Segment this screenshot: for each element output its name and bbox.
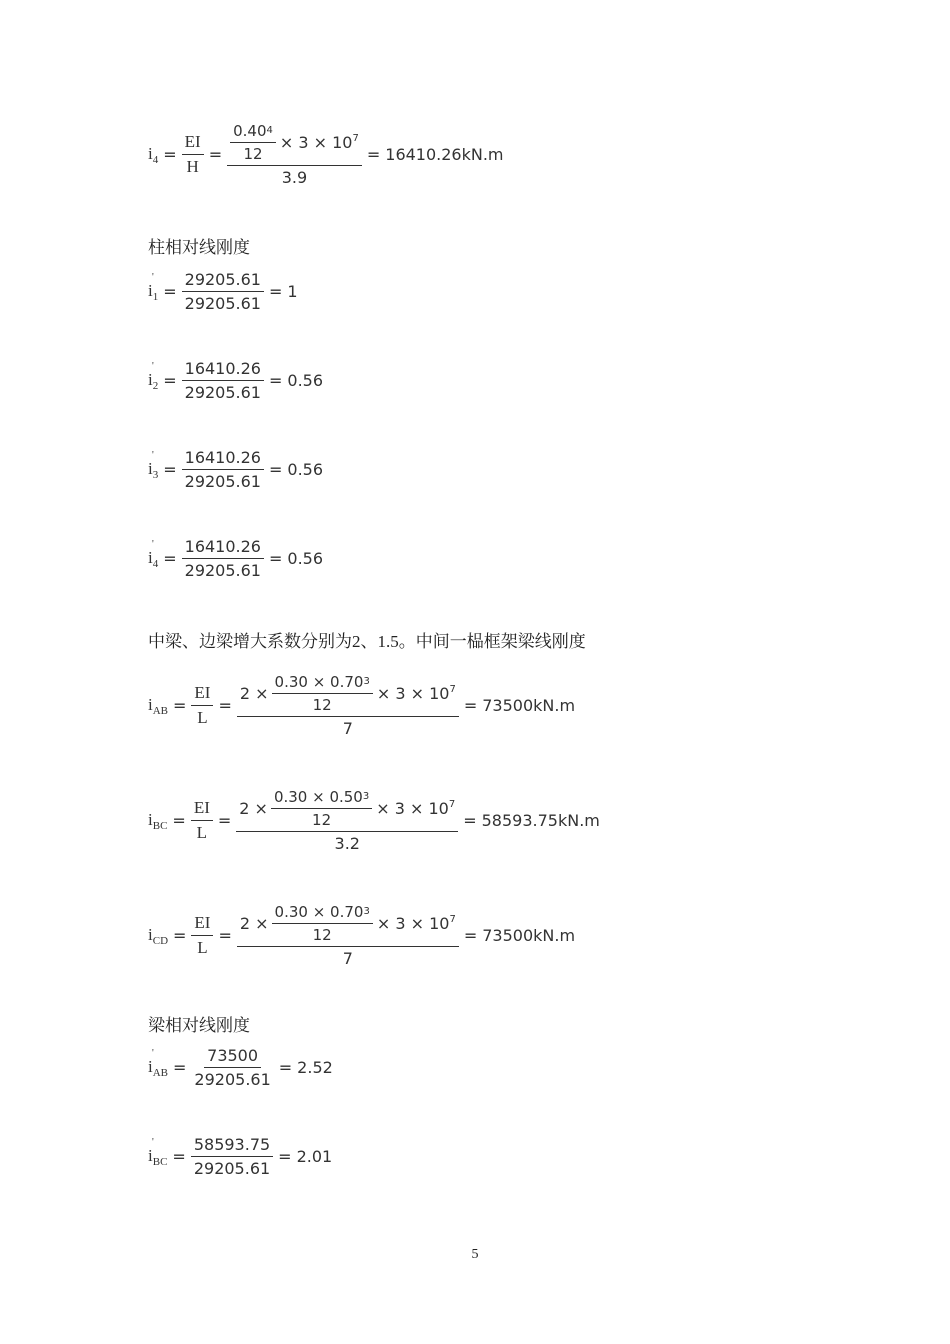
exponent: 7	[449, 914, 456, 925]
equals-sign: =	[173, 696, 187, 715]
multiplier	[376, 799, 455, 818]
equation-result: 0.56	[287, 371, 324, 390]
exponent: 7	[449, 684, 456, 695]
fraction-numerator: EI	[191, 798, 213, 821]
equals-sign: =	[163, 282, 177, 301]
eq-lhs-sub: 4	[152, 557, 159, 570]
eq-lhs-sub: 2	[152, 379, 159, 392]
eq-lhs-sub: AB	[152, 704, 169, 717]
fraction-numerator: EI	[191, 913, 213, 936]
fraction-numerator: 0.30 × 0.50 3	[271, 788, 372, 809]
prefix-factor: 2 ×	[239, 914, 269, 933]
equals-sign: =	[218, 696, 232, 715]
paragraph-beam-factor: 中梁、边梁增大系数分别为2、1.5。中间一榀框架梁线刚度	[148, 632, 586, 651]
fraction-numerator: 73500	[204, 1046, 261, 1068]
equation-i2-relative: ' $i_2$ = $\frac{16410.26}{29205.61}$ = 0.56	[148, 359, 324, 402]
fraction	[182, 270, 264, 313]
equation-result: 73500kN.m	[482, 696, 576, 715]
fraction-numerator: 0.30 × 0.70 3	[272, 673, 373, 694]
fraction-numerator	[237, 673, 459, 717]
fraction-denominator: 3.9	[281, 168, 308, 187]
fraction-denominator: 29205.61	[184, 294, 261, 313]
fraction-main	[237, 903, 459, 968]
fraction-numerator	[227, 122, 362, 166]
fraction-inner	[272, 903, 373, 944]
prime-mark: '	[152, 360, 154, 372]
equation-result: 58593.75kN.m	[481, 811, 600, 830]
fraction-ei-l	[191, 683, 213, 728]
multiplier-text: × 3 × 10	[376, 799, 449, 818]
fraction-numerator: 16410.26	[182, 537, 264, 559]
prime-mark: '	[152, 1047, 154, 1059]
fraction	[191, 1135, 273, 1178]
base-value: 0.30 × 0.50	[273, 788, 363, 806]
page-number: 5	[471, 1247, 479, 1262]
equals-sign: =	[172, 1147, 186, 1166]
equals-sign: =	[268, 371, 283, 390]
fraction-main	[236, 788, 458, 853]
multiplier-text: × 3 × 10	[376, 914, 450, 933]
fraction-main	[237, 673, 459, 738]
equals-sign: =	[463, 926, 478, 945]
exponent: 7	[352, 133, 359, 144]
fraction	[182, 537, 264, 580]
fraction-inner	[230, 122, 276, 163]
equation-result: 16410.26kN.m	[385, 145, 504, 164]
eq-lhs-base: i	[148, 143, 153, 163]
heading-column-relative-stiffness: 柱相对线刚度	[148, 238, 250, 257]
eq-lhs-sub: 3	[152, 468, 159, 481]
fraction-denominator: 12	[312, 926, 332, 944]
fraction-numerator: 29205.61	[182, 270, 264, 292]
fraction-denominator: 7	[342, 719, 353, 738]
equation-result: 1	[287, 282, 298, 301]
equals-sign: =	[208, 145, 223, 164]
fraction-numerator: 16410.26	[182, 448, 264, 470]
fraction-numerator: 0.30 × 0.70 3	[272, 903, 373, 924]
equals-sign: =	[163, 549, 177, 568]
fraction	[191, 1046, 273, 1089]
fraction-denominator: 29205.61	[193, 1159, 271, 1178]
prime-mark: '	[152, 449, 154, 461]
equation-i4	[148, 122, 504, 187]
equals-sign: =	[173, 926, 187, 945]
fraction-numerator: EI	[191, 683, 213, 706]
multiplier	[377, 684, 456, 703]
equation-result: 73500kN.m	[482, 926, 576, 945]
fraction-numerator	[237, 903, 459, 947]
equation-ibc: $i_{BC}$ = $\frac{EI}{L}$ = 2 × 0.30 × 0.50 3 12 × $3 \times 10^7$ 3.2 = 58593.75kN.m	[148, 788, 600, 853]
fraction-denominator: 12	[243, 145, 263, 163]
equals-sign: =	[278, 1147, 292, 1166]
equals-sign: =	[163, 145, 177, 164]
multiplier	[377, 914, 456, 933]
fraction	[182, 448, 264, 491]
eq-lhs-sub: AB	[152, 1066, 169, 1079]
equation-iab: $i_{AB}$ = $\frac{EI}{L}$ = 2 × 0.30 × 0.70 3 12 × $3 \times 10^7$ 7 = 73500kN.m	[148, 673, 576, 738]
prime-mark: '	[152, 538, 154, 550]
fraction-numerator: 0.40 4	[230, 122, 276, 143]
fraction-denominator: 29205.61	[184, 472, 261, 491]
equation-icd: $i_{CD}$ = $\frac{EI}{L}$ = 2 × 0.30 × 0.70 3 12 × $3 \times 10^7$ 7 = 73500kN.m	[148, 903, 576, 968]
fraction-main	[227, 122, 362, 187]
fraction-inner	[271, 788, 372, 829]
fraction-numerator: 58593.75	[191, 1135, 273, 1157]
equals-sign: =	[268, 460, 283, 479]
fraction-denominator: H	[186, 157, 199, 176]
fraction-denominator: 29205.61	[184, 383, 261, 402]
eq-lhs-sub: 4	[152, 153, 159, 166]
fraction-denominator: 29205.61	[194, 1070, 271, 1089]
fraction-ei-l	[191, 913, 213, 958]
fraction	[182, 359, 264, 402]
equals-sign: =	[217, 811, 232, 830]
prefix-factor: 2 ×	[239, 684, 269, 703]
eq-lhs-sub: CD	[152, 934, 169, 947]
equals-sign: =	[366, 145, 381, 164]
fraction-denominator: 3.2	[334, 834, 360, 853]
fraction-denominator: 29205.61	[184, 561, 261, 580]
fraction-numerator: EI	[182, 132, 204, 155]
equals-sign: =	[463, 696, 478, 715]
equals-sign: =	[218, 926, 232, 945]
fraction-ei-l	[191, 798, 213, 843]
prefix-factor: 2 ×	[239, 799, 268, 818]
fraction-inner	[272, 673, 373, 714]
equation-i4-relative: ' $i_4$ = $\frac{16410.26}{29205.61}$ = 0.56	[148, 537, 324, 580]
eq-lhs-sub: 1	[152, 290, 159, 303]
equals-sign: =	[172, 811, 186, 830]
equation-ibc-relative: ' $i_{BC}$ = $\frac{58593.75}{29205.61}$ = 2.01	[148, 1135, 333, 1178]
equation-result: 0.56	[287, 460, 324, 479]
exponent: 7	[448, 799, 456, 810]
heading-beam-relative-stiffness: 梁相对线刚度	[148, 1016, 250, 1035]
equals-sign: =	[173, 1058, 187, 1077]
equals-sign: =	[278, 1058, 293, 1077]
fraction-numerator: 16410.26	[182, 359, 264, 381]
fraction-denominator: 7	[342, 949, 353, 968]
base-value: 0.40	[233, 122, 267, 140]
fraction-denominator: 12	[312, 696, 332, 714]
fraction-denominator: 12	[312, 811, 332, 829]
fraction-ei-h	[182, 132, 204, 177]
equation-result: 2.01	[296, 1147, 333, 1166]
equals-sign: =	[268, 549, 283, 568]
base-value: 0.30 × 0.70	[274, 673, 364, 691]
eq-lhs-sub: BC	[152, 1155, 168, 1168]
multiplier-text: × 3 × 10	[279, 133, 353, 152]
equation-result: 2.52	[297, 1058, 333, 1077]
equals-sign: =	[163, 371, 177, 390]
fraction-denominator: L	[197, 708, 208, 727]
multiplier-text: × 3 × 10	[376, 684, 450, 703]
equals-sign: =	[163, 460, 177, 479]
equals-sign: =	[268, 282, 283, 301]
fraction-numerator	[236, 788, 458, 832]
prime-mark: '	[152, 1136, 154, 1148]
equation-i1-relative: ' $i_1$ = $\frac{29205.61}{29205.61}$ = 1	[148, 270, 298, 313]
equation-iab-relative: ' $i_{AB}$ = $\frac{73500}{29205.61}$ = 2.52	[148, 1046, 333, 1089]
multiplier	[280, 133, 359, 152]
equals-sign: =	[463, 811, 477, 830]
prime-mark: '	[152, 271, 154, 283]
equation-result: 0.56	[287, 549, 324, 568]
fraction-denominator: L	[197, 938, 208, 957]
fraction-denominator: L	[196, 823, 208, 842]
base-value: 0.30 × 0.70	[274, 903, 364, 921]
eq-lhs-sub: BC	[152, 819, 168, 832]
equation-i3-relative: ' $i_3$ = $\frac{16410.26}{29205.61}$ = 0.56	[148, 448, 324, 491]
